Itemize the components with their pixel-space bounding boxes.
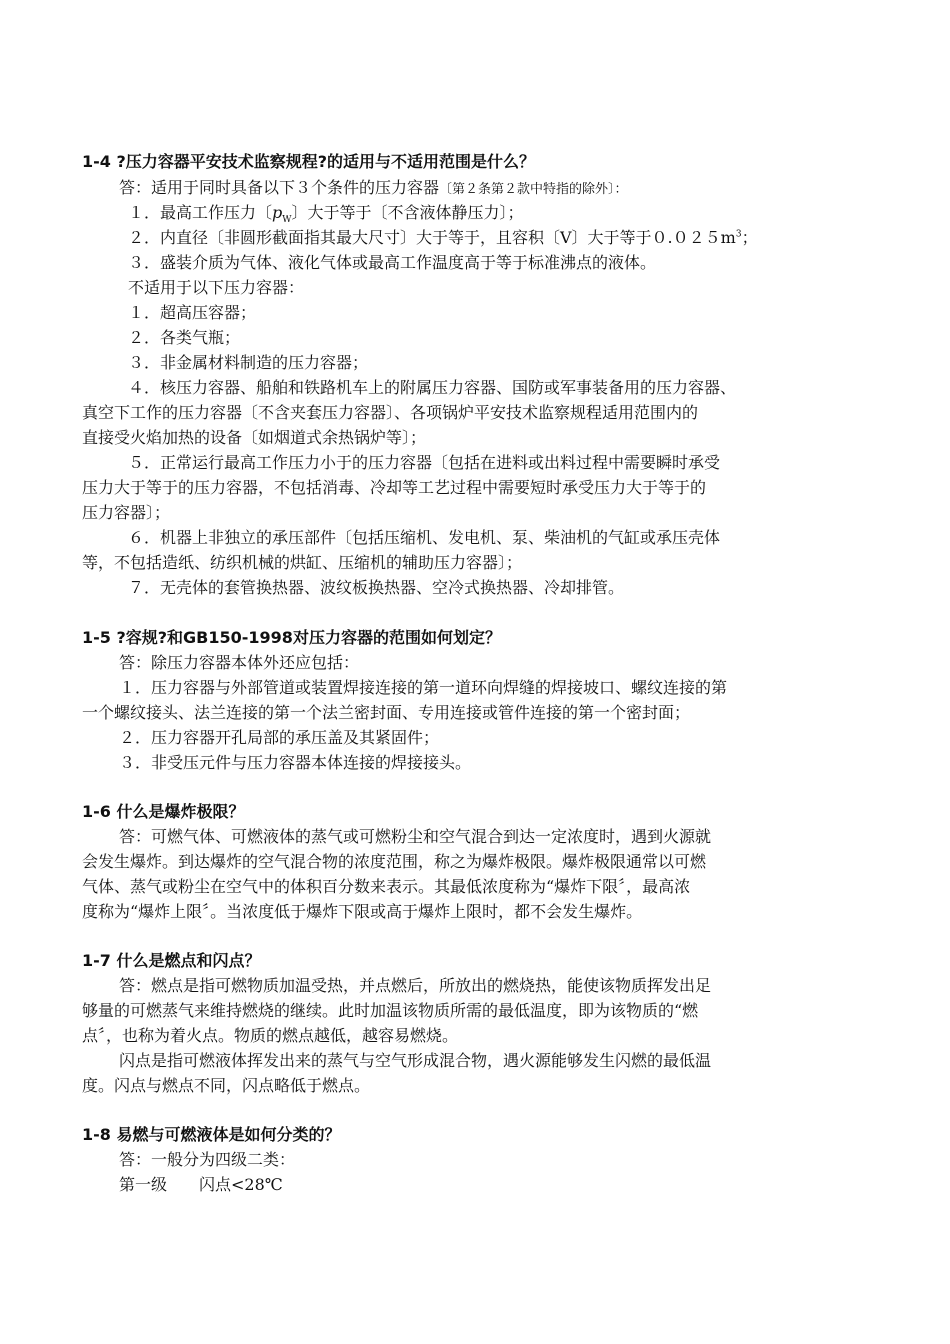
list-item-text: １．最高工作压力〔 xyxy=(128,203,273,222)
paragraph-line: 直接受火焰加热的设备〔如烟道式余热锅炉等〕； xyxy=(82,428,427,447)
paragraph-line: 答：可燃气体、可燃液体的蒸气或可燃粉尘和空气混合到达一定浓度时，遇到火源就 xyxy=(119,827,712,846)
section-heading-1-5: 1-5 ?容规?和GB150-1998对压力容器的范围如何划定？ xyxy=(82,628,501,647)
paragraph-line: 等，不包括造纸、纺织机械的烘缸、压缩机的辅助压力容器〕； xyxy=(82,553,523,572)
section-heading-1-7: 1-7 什么是燃点和闪点？ xyxy=(82,951,261,970)
list-item-text: ； xyxy=(741,228,758,247)
paragraph-line: ３．非金属材料制造的压力容器； xyxy=(128,353,369,372)
paragraph-line: ５．正常运行最高工作压力小于的压力容器〔包括在进料或出料过程中需要瞬时承受 xyxy=(128,453,721,472)
paragraph-line: 第一级 闪点<28℃ xyxy=(119,1175,283,1194)
paragraph-line: 度。闪点与燃点不同，闪点略低于燃点。 xyxy=(82,1076,371,1095)
paragraph-line: ２．压力容器开孔局部的承压盖及其紧固件； xyxy=(119,728,440,747)
paragraph-line xyxy=(128,226,918,250)
paragraph-line: 够量的可燃蒸气来维持燃烧的继续。此时加温该物质所需的最低温度，即为该物质的“燃 xyxy=(82,1001,699,1020)
paragraph-line: 一个螺纹接头、法兰连接的第一个法兰密封面、专用连接或管件连接的第一个密封面； xyxy=(82,703,691,722)
answer-note: 〔第２条第２款中特指的除外〕： xyxy=(439,182,628,197)
volume-superscript: 3 xyxy=(735,229,742,240)
answer-text: 答：适用于同时具备以下３个条件的压力容器 xyxy=(119,178,440,197)
paragraph-line: ３．非受压元件与压力容器本体连接的焊接接头。 xyxy=(119,753,472,772)
pressure-subscript: W xyxy=(282,215,292,226)
section-heading-1-8: 1-8 易燃与可燃液体是如何分类的？ xyxy=(82,1125,341,1144)
paragraph-line: 真空下工作的压力容器〔不含夹套压力容器〕、各项锅炉平安技术监察规程适用范围内的 xyxy=(82,403,699,422)
section-heading-1-4: 1-4 ?压力容器平安技术监察规程?的适用与不适用范围是什么？ xyxy=(82,152,536,171)
paragraph-line xyxy=(119,176,909,202)
pressure-symbol: p xyxy=(272,203,283,222)
paragraph-line: 度称为“爆炸上限〞。当浓度低于爆炸下限或高于爆炸上限时，都不会发生爆炸。 xyxy=(82,902,643,921)
paragraph-line: １．超高压容器； xyxy=(128,303,257,322)
paragraph-line: 压力容器〕； xyxy=(82,503,171,522)
paragraph-line: 答：燃点是指可燃物质加温受热，并点燃后，所放出的燃烧热，能使该物质挥发出足 xyxy=(119,976,712,995)
paragraph-line: 答：一般分为四级二类： xyxy=(119,1150,296,1169)
list-item-text: ２．内直径〔非圆形截面指其最大尺寸〕大于等于，且容积〔V〕大于等于０.０２５m xyxy=(128,228,736,247)
paragraph-line: 不适用于以下压力容器： xyxy=(128,278,305,297)
paragraph-line: ７．无壳体的套管换热器、波纹板换热器、空冷式换热器、冷却排管。 xyxy=(128,578,625,597)
paragraph-line: 气体、蒸气或粉尘在空气中的体积百分数来表示。其最低浓度称为“爆炸下限〞，最高浓 xyxy=(82,877,691,896)
paragraph-line: ４．核压力容器、船舶和铁路机车上的附属压力容器、国防或军事装备用的压力容器、 xyxy=(128,378,737,397)
paragraph-line xyxy=(128,201,918,225)
paragraph-line: ２．各类气瓶； xyxy=(128,328,241,347)
section-heading-1-6: 1-6 什么是爆炸极限？ xyxy=(82,802,245,821)
paragraph-line: 点〞，也称为着火点。物质的燃点越低，越容易燃烧。 xyxy=(82,1026,459,1045)
list-item-text: 〕大于等于〔不含液体静压力〕； xyxy=(291,203,524,222)
paragraph-line: 闪点是指可燃液体挥发出来的蒸气与空气形成混合物，遇火源能够发生闪燃的最低温 xyxy=(119,1051,712,1070)
paragraph-line: 压力大于等于的压力容器，不包括消毒、冷却等工艺过程中需要短时承受压力大于等于的 xyxy=(82,478,707,497)
paragraph-line: ６．机器上非独立的承压部件〔包括压缩机、发电机、泵、柴油机的气缸或承压壳体 xyxy=(128,528,721,547)
paragraph-line: １．压力容器与外部管道或装置焊接连接的第一道环向焊缝的焊接坡口、螺纹连接的第 xyxy=(119,678,728,697)
paragraph-line: 答：除压力容器本体外还应包括： xyxy=(119,653,360,672)
paragraph-line: 会发生爆炸。到达爆炸的空气混合物的浓度范围，称之为爆炸极限。爆炸极限通常以可燃 xyxy=(82,852,707,871)
paragraph-line: ３．盛装介质为气体、液化气体或最高工作温度高于等于标准沸点的液体。 xyxy=(128,253,657,272)
